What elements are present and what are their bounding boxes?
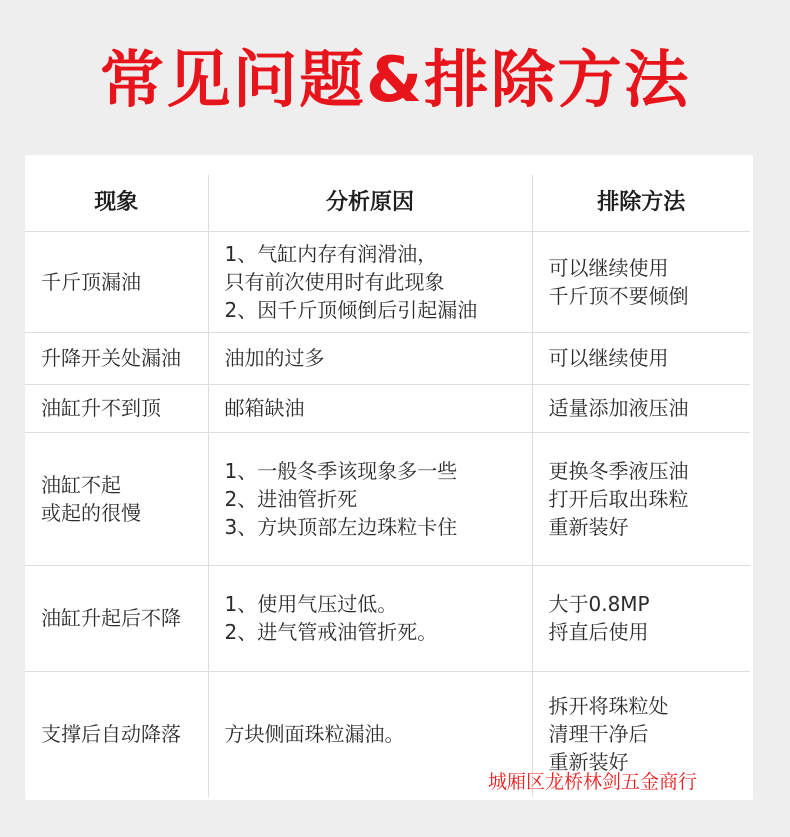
- solution-line: 打开后取出珠粒: [548, 486, 689, 511]
- header-solution: 排除方法: [532, 175, 750, 231]
- solution-line: 大于0.8MP: [548, 592, 650, 616]
- cause-line: 1、使用气压过低。: [224, 592, 398, 616]
- solution-cell: [532, 332, 750, 384]
- symptom-cell: [25, 332, 208, 384]
- table-row: [25, 231, 750, 332]
- shop-watermark: 城厢区龙桥林剑五金商行: [488, 771, 698, 793]
- solution-cell: [532, 384, 750, 432]
- solution-line: 适量添加液压油: [548, 396, 689, 420]
- cause-line: 2、进油管折死: [224, 486, 358, 511]
- table-header-row: [25, 175, 750, 231]
- symptom-line: 油缸不起: [41, 472, 121, 497]
- cause-cell: [208, 432, 532, 565]
- cause-line: 2、因千斤顶倾倒后引起漏油: [224, 297, 478, 322]
- table-row: [25, 565, 750, 671]
- header-cause: 分析原因: [208, 175, 532, 231]
- cause-line: 3、方块顶部左边珠粒卡住: [224, 514, 458, 539]
- cause-line: 方块侧面珠粒漏油。: [224, 722, 405, 747]
- symptom-line: 千斤顶漏油: [41, 269, 141, 294]
- symptom-cell: [25, 671, 208, 797]
- solution-cell: [532, 231, 750, 332]
- cause-line: 1、气缸内存有润滑油，: [224, 241, 438, 266]
- solution-line: 清理干净后: [548, 722, 649, 747]
- cause-line: 油加的过多: [224, 346, 325, 370]
- solution-cell: [532, 565, 750, 671]
- symptom-cell: [25, 384, 208, 432]
- cause-cell: [208, 671, 532, 797]
- symptom-line: 油缸升起后不降: [41, 606, 181, 630]
- solution-line: 千斤顶不要倾倒: [548, 283, 689, 308]
- cause-line: 邮箱缺油: [224, 396, 305, 420]
- symptom-line: 支撑后自动降落: [41, 722, 181, 747]
- symptom-line: 或起的很慢: [41, 500, 141, 525]
- troubleshooting-table: [25, 175, 750, 797]
- symptom-line: 油缸升不到顶: [41, 396, 161, 420]
- solution-line: 捋直后使用: [548, 620, 649, 644]
- table-row: [25, 432, 750, 565]
- symptom-cell: [25, 432, 208, 565]
- cause-cell: [208, 565, 532, 671]
- solution-line: 更换冬季液压油: [548, 458, 689, 483]
- header-symptom: 现象: [25, 175, 208, 231]
- solution-line: 可以继续使用: [548, 255, 669, 280]
- table-row: [25, 332, 750, 384]
- cause-line: 1、一般冬季该现象多一些: [224, 458, 458, 483]
- cause-line: 2、进气管戒油管折死。: [224, 620, 438, 644]
- symptom-cell: [25, 565, 208, 671]
- cause-cell: [208, 332, 532, 384]
- symptom-cell: [25, 231, 208, 332]
- symptom-line: 升降开关处漏油: [41, 346, 181, 370]
- solution-line: 拆开将珠粒处: [548, 694, 669, 719]
- solution-cell: [532, 432, 750, 565]
- page-title: 常见问题&排除方法: [99, 43, 691, 116]
- table-row: [25, 384, 750, 432]
- cause-cell: [208, 231, 532, 332]
- solution-line: 可以继续使用: [548, 346, 669, 370]
- cause-cell: [208, 384, 532, 432]
- cause-line: 只有前次使用时有此现象: [224, 269, 445, 294]
- solution-line: 重新装好: [548, 750, 629, 775]
- solution-line: 重新装好: [548, 514, 629, 539]
